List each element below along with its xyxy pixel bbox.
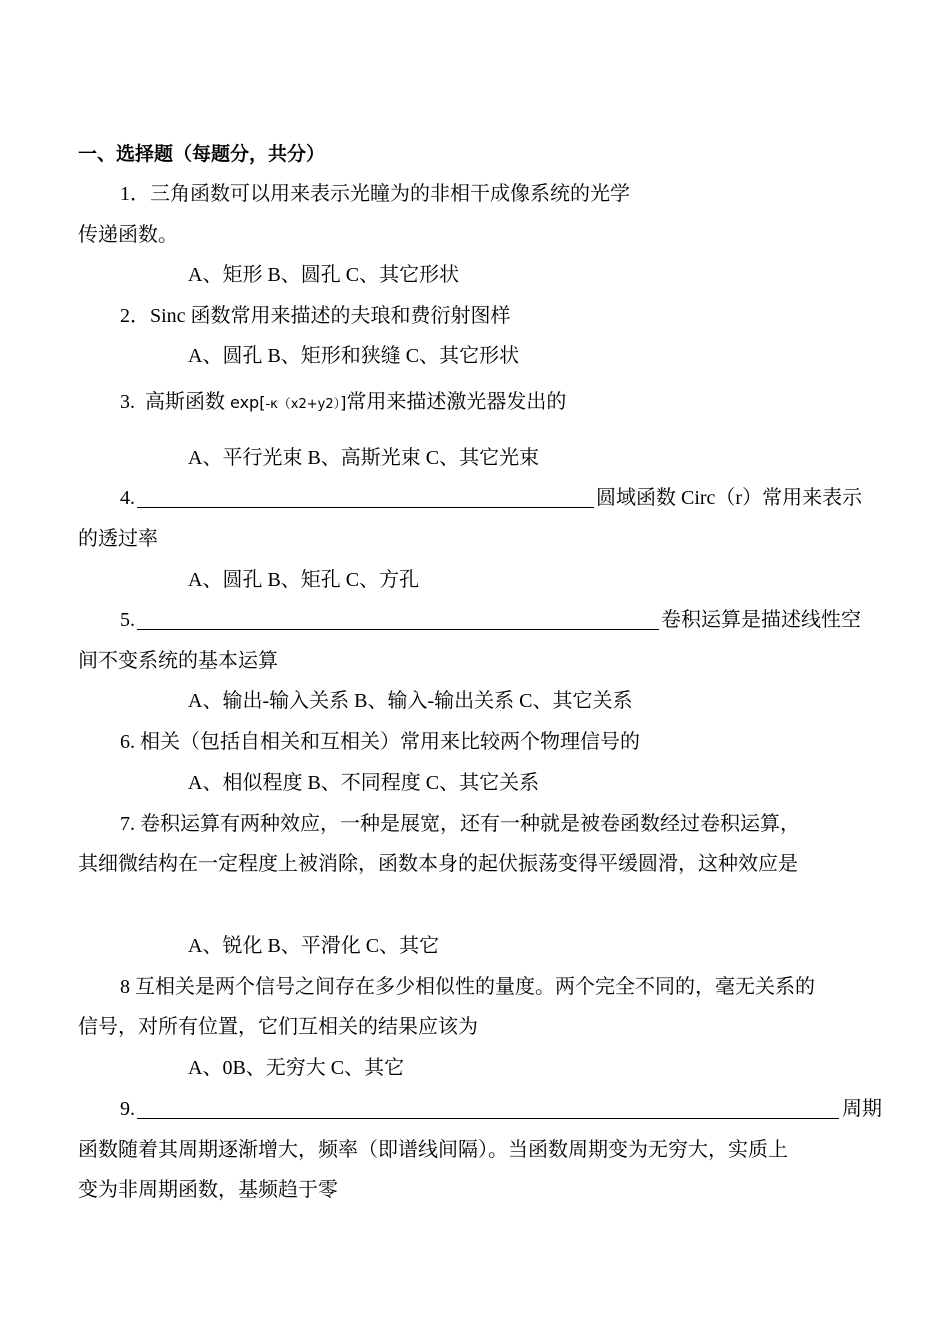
question-4-line-end: 圆域函数 Circ（r）常用来表示 (596, 487, 863, 509)
question-3-number: 3. (120, 391, 135, 413)
question-3-options: A、平行光束 B、高斯光束 C、其它光束 (188, 447, 540, 469)
question-6-line-1: 6. 相关（包括自相关和互相关）常用来比较两个物理信号的 (120, 731, 640, 753)
formula-exp: exp[ (230, 393, 266, 412)
question-7-line-2: 其细微结构在一定程度上被消除，函数本身的起伏振荡变得平缓圆滑，这种效应是 (78, 853, 798, 875)
question-7-options: A、锐化 B、平滑化 C、其它 (188, 935, 440, 957)
question-9-blank (137, 1118, 839, 1119)
question-4-options: A、圆孔 B、矩孔 C、方孔 (188, 569, 420, 591)
question-9-number: 9. (120, 1098, 135, 1120)
question-4-line-2: 的透过率 (78, 528, 158, 550)
formula-argument: -κ（x2+y2） (265, 397, 341, 412)
section-title: 一、选择题（每题分，共分） (78, 143, 326, 165)
question-5-line-2: 间不变系统的基本运算 (78, 650, 278, 672)
question-1-options: A、矩形 B、圆孔 C、其它形状 (188, 264, 460, 286)
question-9-line-end: 周期 (842, 1098, 882, 1120)
question-5-options: A、输出-输入关系 B、输入-输出关系 C、其它关系 (188, 690, 633, 712)
question-2-line-1: 2．Sinc 函数常用来描述的夫琅和费衍射图样 (120, 305, 511, 327)
question-4-number: 4. (120, 487, 135, 509)
question-8-line-2: 信号，对所有位置，它们互相关的结果应该为 (78, 1016, 478, 1038)
formula-close-bracket: ] (340, 393, 347, 412)
question-5-number: 5. (120, 609, 135, 631)
question-1-line-1: 1．三角函数可以用来表示光瞳为的非相干成像系统的光学 (120, 183, 630, 205)
question-4-blank (137, 507, 594, 508)
question-3-text-a: 高斯函数 (145, 391, 230, 413)
question-9-line-3: 变为非周期函数，基频趋于零 (78, 1179, 338, 1201)
question-1-line-2: 传递函数。 (78, 224, 178, 246)
question-8-line-1: 8 互相关是两个信号之间存在多少相似性的量度。两个完全不同的，毫无关系的 (120, 976, 815, 998)
question-3-line (120, 390, 566, 417)
question-7-line-1: 7. 卷积运算有两种效应，一种是展宽，还有一种就是被卷函数经过卷积运算， (120, 813, 800, 835)
question-6-options: A、相似程度 B、不同程度 C、其它关系 (188, 772, 540, 794)
question-5-line-end: 卷积运算是描述线性空 (661, 609, 861, 631)
question-8-options: A、0B、无穷大 C、其它 (188, 1057, 405, 1079)
question-2-options: A、圆孔 B、矩形和狭缝 C、其它形状 (188, 345, 520, 367)
question-5-blank (137, 629, 659, 630)
question-9-line-2: 函数随着其周期逐渐增大，频率（即谱线间隔）。当函数周期变为无穷大，实质上 (78, 1139, 788, 1161)
question-3-text-b: 常用来描述激光器发出的 (346, 391, 567, 413)
